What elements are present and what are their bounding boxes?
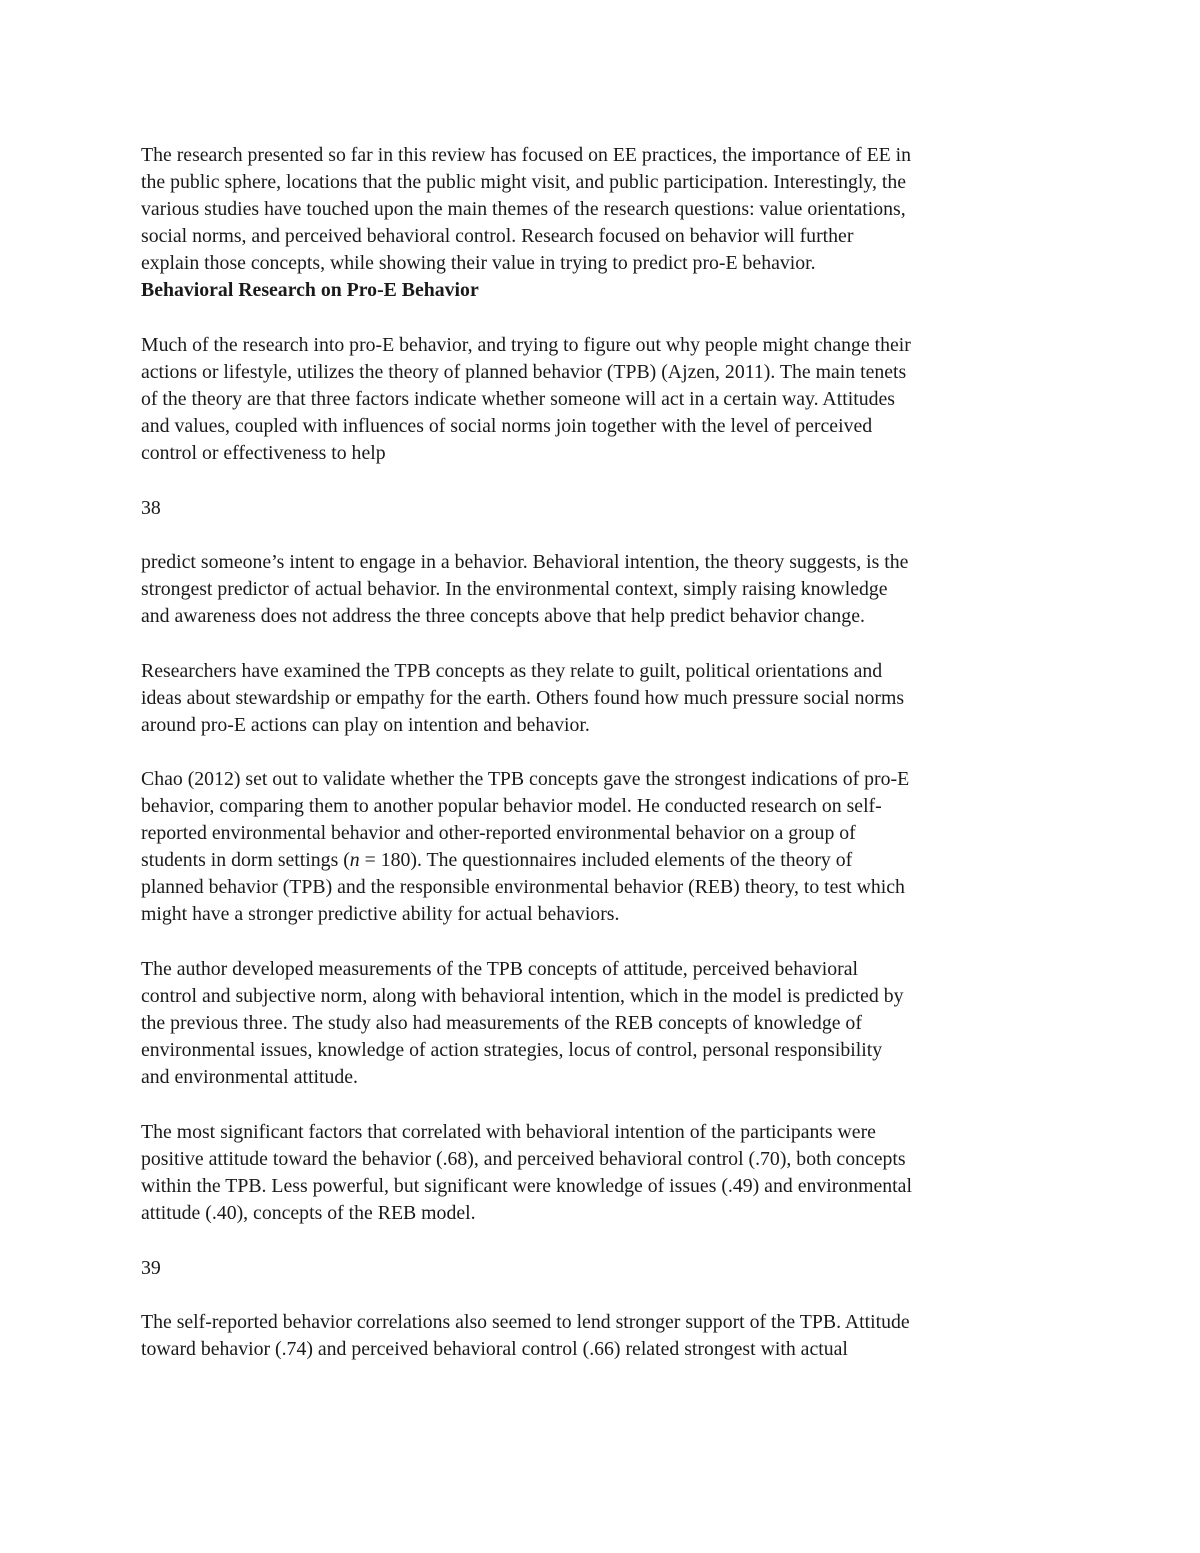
text-line: ideas about stewardship or empathy for the earth. Others found how much pressure social norms	[141, 687, 905, 709]
text-line: actions or lifestyle, utilizes the theory of planned behavior (TPB) (Ajzen, 2011). The main tenets	[141, 361, 907, 383]
text-line: positive attitude toward the behavior (.68), and perceived behavioral control (.70), both concepts	[141, 1148, 906, 1170]
text-line: of the theory are that three factors indicate whether someone will act in a certain way. Attitudes	[141, 388, 895, 410]
text-line: reported environmental behavior and other-reported environmental behavior on a group of	[141, 822, 856, 844]
paragraph-author	[141, 956, 1071, 1091]
text-line-with-n	[141, 847, 1071, 874]
text-line: control or effectiveness to help	[141, 442, 386, 464]
text-line: and values, coupled with influences of social norms join together with the level of perceived	[141, 415, 873, 437]
text-line: and environmental attitude.	[141, 1066, 358, 1088]
page-number	[141, 1255, 1071, 1282]
text-line: various studies have touched upon the main themes of the research questions: value orientations,	[141, 198, 906, 220]
page-number-text: 38	[141, 497, 161, 519]
text-line: within the TPB. Less powerful, but significant were knowledge of issues (.49) and environmental	[141, 1175, 912, 1197]
text-fragment: students in dorm settings (	[141, 849, 350, 871]
section-heading	[141, 277, 1071, 304]
text-line: the previous three. The study also had measurements of the REB concepts of knowledge of	[141, 1012, 862, 1034]
text-line: predict someone’s intent to engage in a behavior. Behavioral intention, the theory suggests, is the	[141, 551, 909, 573]
text-line: The research presented so far in this review has focused on EE practices, the importance of EE in	[141, 144, 912, 166]
text-line: attitude (.40), concepts of the REB model.	[141, 1202, 476, 1224]
paragraph-intent	[141, 549, 1071, 630]
sample-size-symbol: n	[349, 849, 360, 871]
paragraph-self-reported	[141, 1309, 1071, 1363]
paragraph-intro	[141, 142, 1071, 277]
text-line: Much of the research into pro-E behavior, and trying to figure out why people might change their	[141, 334, 911, 356]
text-line: strongest predictor of actual behavior. In the environmental context, simply raising knowledge	[141, 578, 888, 600]
text-line: around pro-E actions can play on intention and behavior.	[141, 714, 590, 736]
text-line: and awareness does not address the three concepts above that help predict behavior change.	[141, 605, 865, 627]
text-line: control and subjective norm, along with behavioral intention, which in the model is predicted by	[141, 985, 904, 1007]
text-line: the public sphere, locations that the public might visit, and public participation. Interestingly, the	[141, 171, 907, 193]
text-line: behavior, comparing them to another popular behavior model. He conducted research on self-	[141, 795, 882, 817]
text-line: planned behavior (TPB) and the responsible environmental behavior (REB) theory, to test which	[141, 876, 905, 898]
text-line: environmental issues, knowledge of action strategies, locus of control, personal responsibility	[141, 1039, 883, 1061]
text-line: might have a stronger predictive ability for actual behaviors.	[141, 903, 620, 925]
text-fragment: = 180). The questionnaires included elements of the theory of	[359, 849, 853, 871]
page-number-text: 39	[141, 1257, 161, 1279]
section-heading-text: Behavioral Research on Pro-E Behavior	[141, 279, 479, 301]
text-line: toward behavior (.74) and perceived behavioral control (.66) related strongest with actual	[141, 1338, 848, 1360]
paragraph-tpb	[141, 332, 1071, 467]
text-line: The author developed measurements of the TPB concepts of attitude, perceived behavioral	[141, 958, 859, 980]
page-number	[141, 495, 1071, 522]
text-line: explain those concepts, while showing their value in trying to predict pro-E behavior.	[141, 252, 816, 274]
paragraph-researchers	[141, 658, 1071, 739]
text-line: social norms, and perceived behavioral control. Research focused on behavior will further	[141, 225, 854, 247]
text-line: Chao (2012) set out to validate whether the TPB concepts gave the strongest indications of pro-E	[141, 768, 910, 790]
text-line: The self-reported behavior correlations also seemed to lend stronger support of the TPB. Attitude	[141, 1311, 910, 1333]
text-line: Researchers have examined the TPB concepts as they relate to guilt, political orientations and	[141, 660, 883, 682]
paragraph-chao	[141, 766, 1071, 928]
paragraph-factors	[141, 1119, 1071, 1227]
text-line: The most significant factors that correlated with behavioral intention of the participants were	[141, 1121, 876, 1143]
